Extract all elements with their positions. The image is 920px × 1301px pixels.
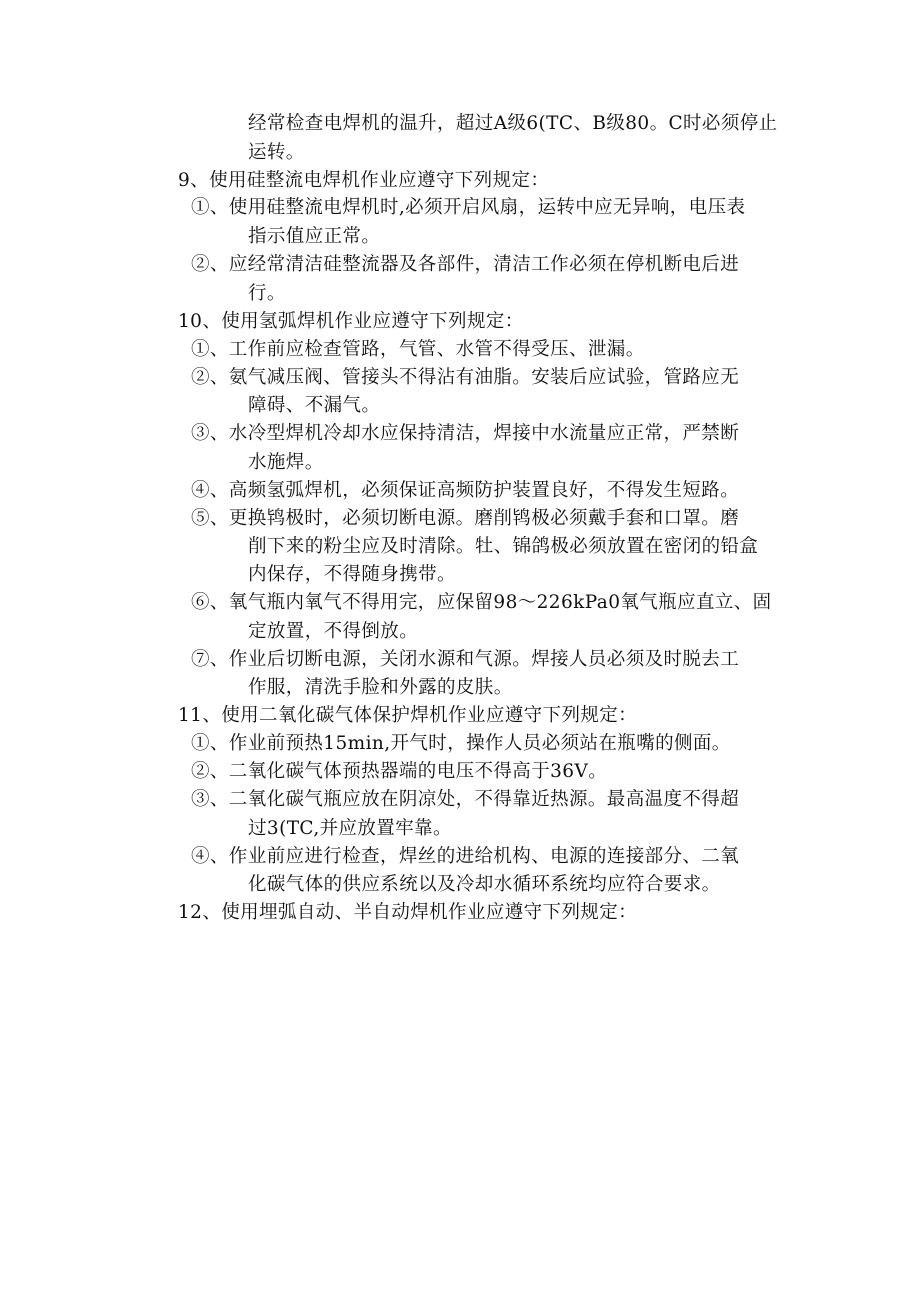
- section-heading-9: 9、使用硅整流电焊机作业应遵守下列规定：: [178, 170, 550, 191]
- text-line: 作服，清洗手脸和外露的皮肤。: [248, 677, 513, 698]
- list-item: ⑦、作业后切断电源，关闭水源和气源。焊接人员必须及时脱去工: [191, 649, 740, 670]
- text-line: 定放置，不得倒放。: [248, 621, 419, 642]
- text-line: 运转。: [248, 142, 305, 163]
- text-line: 经常检查电焊机的温升，超过A级6(TC、B级80。C时必须停止: [248, 113, 778, 134]
- list-item: ③、二氧化碳气瓶应放在阴凉处，不得靠近热源。最高温度不得超: [191, 789, 740, 810]
- section-heading-11: 11、使用二氧化碳气体保护焊机作业应遵守下列规定：: [178, 705, 638, 726]
- text-line: 内保存，不得随身携带。: [248, 564, 456, 585]
- list-item: ①、工作前应检查管路，气管、水管不得受压、泄漏。: [191, 339, 645, 360]
- text-line: 水施焊。: [248, 452, 324, 473]
- text-line: 化碳气体的供应系统以及冷却水循环系统均应符合要求。: [248, 874, 721, 895]
- text-line: 削下来的粉尘应及时清除。牡、锦鸽极必须放置在密闭的铅盒: [248, 536, 759, 557]
- list-item: ①、作业前预热15min,开气时，操作人员必须站在瓶嘴的侧面。: [191, 733, 731, 754]
- list-item: ②、二氧化碳气体预热器端的电压不得高于36V。: [191, 761, 608, 782]
- list-item: ⑥、氧气瓶内氧气不得用完，应保留98～226kPa0氧气瓶应直立、固: [191, 592, 772, 613]
- list-item: ④、作业前应进行检查，焊丝的进给机构、电源的连接部分、二氧: [191, 846, 740, 867]
- text-line: 指示值应正常。: [248, 226, 381, 247]
- section-heading-12: 12、使用埋弧自动、半自动焊机作业应遵守下列规定：: [178, 902, 638, 923]
- text-line: 过3(TC,并应放置牢靠。: [248, 818, 452, 839]
- list-item: ②、氨气减压阀、管接头不得沾有油脂。安装后应试验，管路应无: [191, 367, 740, 388]
- list-item: ②、应经常清洁硅整流器及各部件，清洁工作必须在停机断电后进: [191, 254, 740, 275]
- text-line: 行。: [248, 283, 286, 304]
- text-line: 障碍、不漏气。: [248, 395, 381, 416]
- list-item: ①、使用硅整流电焊机时,必须开启风扇，运转中应无异响，电压表: [191, 197, 746, 218]
- list-item: ⑤、更换鸨极时，必须切断电源。磨削鸨极必须戴手套和口罩。磨: [191, 508, 740, 529]
- section-heading-10: 10、使用氢弧焊机作业应遵守下列规定：: [178, 311, 524, 332]
- list-item: ③、水冷型焊机冷却水应保持清洁，焊接中水流量应正常，严禁断: [191, 423, 740, 444]
- list-item: ④、高频氢弧焊机，必须保证高频防护装置良好，不得发生短路。: [191, 480, 740, 501]
